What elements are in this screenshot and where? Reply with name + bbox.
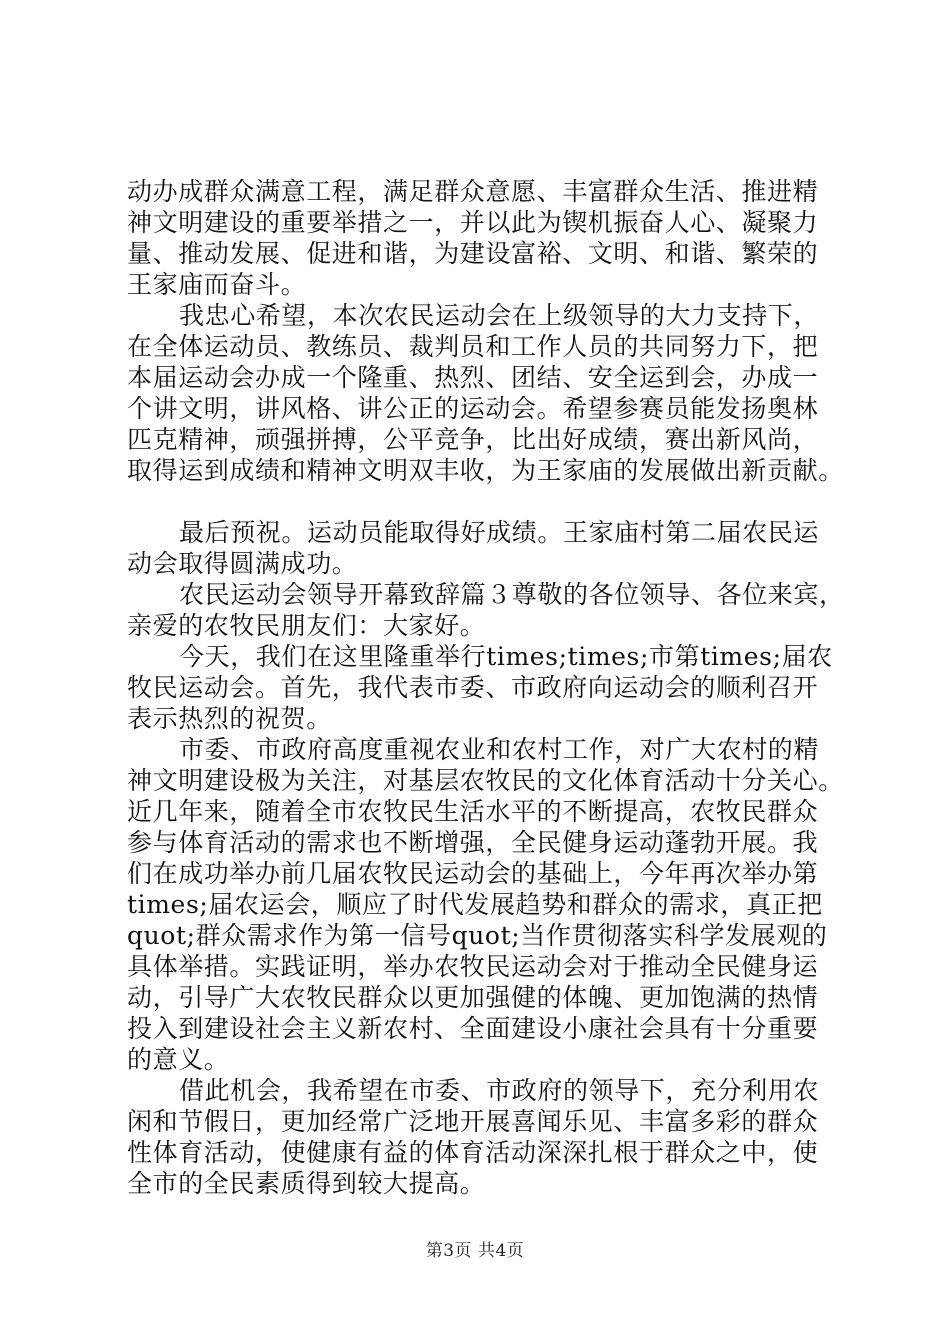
text-line: times;届农运会，顺应了时代发展趋势和群众的需求，真正把 xyxy=(127,890,823,919)
text-line: 全市的全民素质得到较大提高。 xyxy=(127,1169,486,1198)
text-line: 性体育活动，使健康有益的体育活动深深扎根于群众之中，使 xyxy=(127,1138,819,1167)
text-line: 表示热烈的祝贺。 xyxy=(127,704,332,733)
text-line: 在全体运动员、教练员、裁判员和工作人员的共同努力下，把 xyxy=(127,332,819,361)
text-line: 动，引导广大农牧民群众以更加强健的体魄、更加饱满的热情 xyxy=(127,983,819,1012)
text-line: 农民运动会领导开幕致辞篇３尊敬的各位领导、各位来宾， xyxy=(179,580,845,609)
text-line: 动办成群众满意工程，满足群众意愿、丰富群众生活、推进精 xyxy=(127,177,819,206)
text-line: 最后预祝。运动员能取得好成绩。王家庙村第二届农民运 xyxy=(179,518,820,547)
page-footer: 第3页 共4页 xyxy=(425,1241,525,1261)
text-line: 今天，我们在这里隆重举行times;times;市第times;届农 xyxy=(179,642,833,671)
text-line: 近几年来，随着全市农牧民生活水平的不断提高，农牧民群众 xyxy=(127,797,819,826)
text-line: 投入到建设社会主义新农村、全面建设小康社会具有十分重要 xyxy=(127,1014,819,1043)
text-line: 神文明建设的重要举措之一，并以此为锲机振奋人心、凝聚力 xyxy=(127,208,819,237)
text-line: 牧民运动会。首先，我代表市委、市政府向运动会的顺利召开 xyxy=(127,673,819,702)
text-line: 亲爱的农牧民朋友们：大家好。 xyxy=(127,611,486,640)
text-line: 取得运到成绩和精神文明双丰收，为王家庙的发展做出新贡献。 xyxy=(127,456,844,485)
text-line: 本届运动会办成一个隆重、热烈、团结、安全运到会，办成一 xyxy=(127,363,819,392)
text-line: 个讲文明，讲风格、讲公正的运动会。希望参赛员能发扬奥林 xyxy=(127,394,819,423)
text-line: 匹克精神，顽强拼搏，公平竞争，比出好成绩，赛出新风尚， xyxy=(127,425,819,454)
text-line: 市委、市政府高度重视农业和农村工作，对广大农村的精 xyxy=(179,735,820,764)
text-line: 闲和节假日，更加经常广泛地开展喜闻乐见、丰富多彩的群众 xyxy=(127,1107,819,1136)
text-line: 具体举措。实践证明，举办农牧民运动会对于推动全民健身运 xyxy=(127,952,819,981)
text-line: 借此机会，我希望在市委、市政府的领导下，充分利用农 xyxy=(179,1076,820,1105)
text-line: quot;群众需求作为第一信号quot;当作贯彻落实科学发展观的 xyxy=(127,921,828,950)
text-line: 们在成功举办前几届农牧民运动会的基础上，今年再次举办第 xyxy=(127,859,819,888)
blank-line xyxy=(127,486,837,517)
text-line: 量、推动发展、促进和谐，为建设富裕、文明、和谐、繁荣的 xyxy=(127,239,819,268)
document-body xyxy=(127,176,845,1199)
text-line: 王家庙而奋斗。 xyxy=(127,270,307,299)
text-line: 动会取得圆满成功。 xyxy=(127,549,358,578)
text-line: 我忠心希望，本次农民运动会在上级领导的大力支持下， xyxy=(179,301,820,330)
text-line: 参与体育活动的需求也不断增强，全民健身运动蓬勃开展。我 xyxy=(127,828,819,857)
text-line: 的意义。 xyxy=(127,1045,230,1074)
text-line: 神文明建设极为关注，对基层农牧民的文化体育活动十分关心。 xyxy=(127,766,844,795)
